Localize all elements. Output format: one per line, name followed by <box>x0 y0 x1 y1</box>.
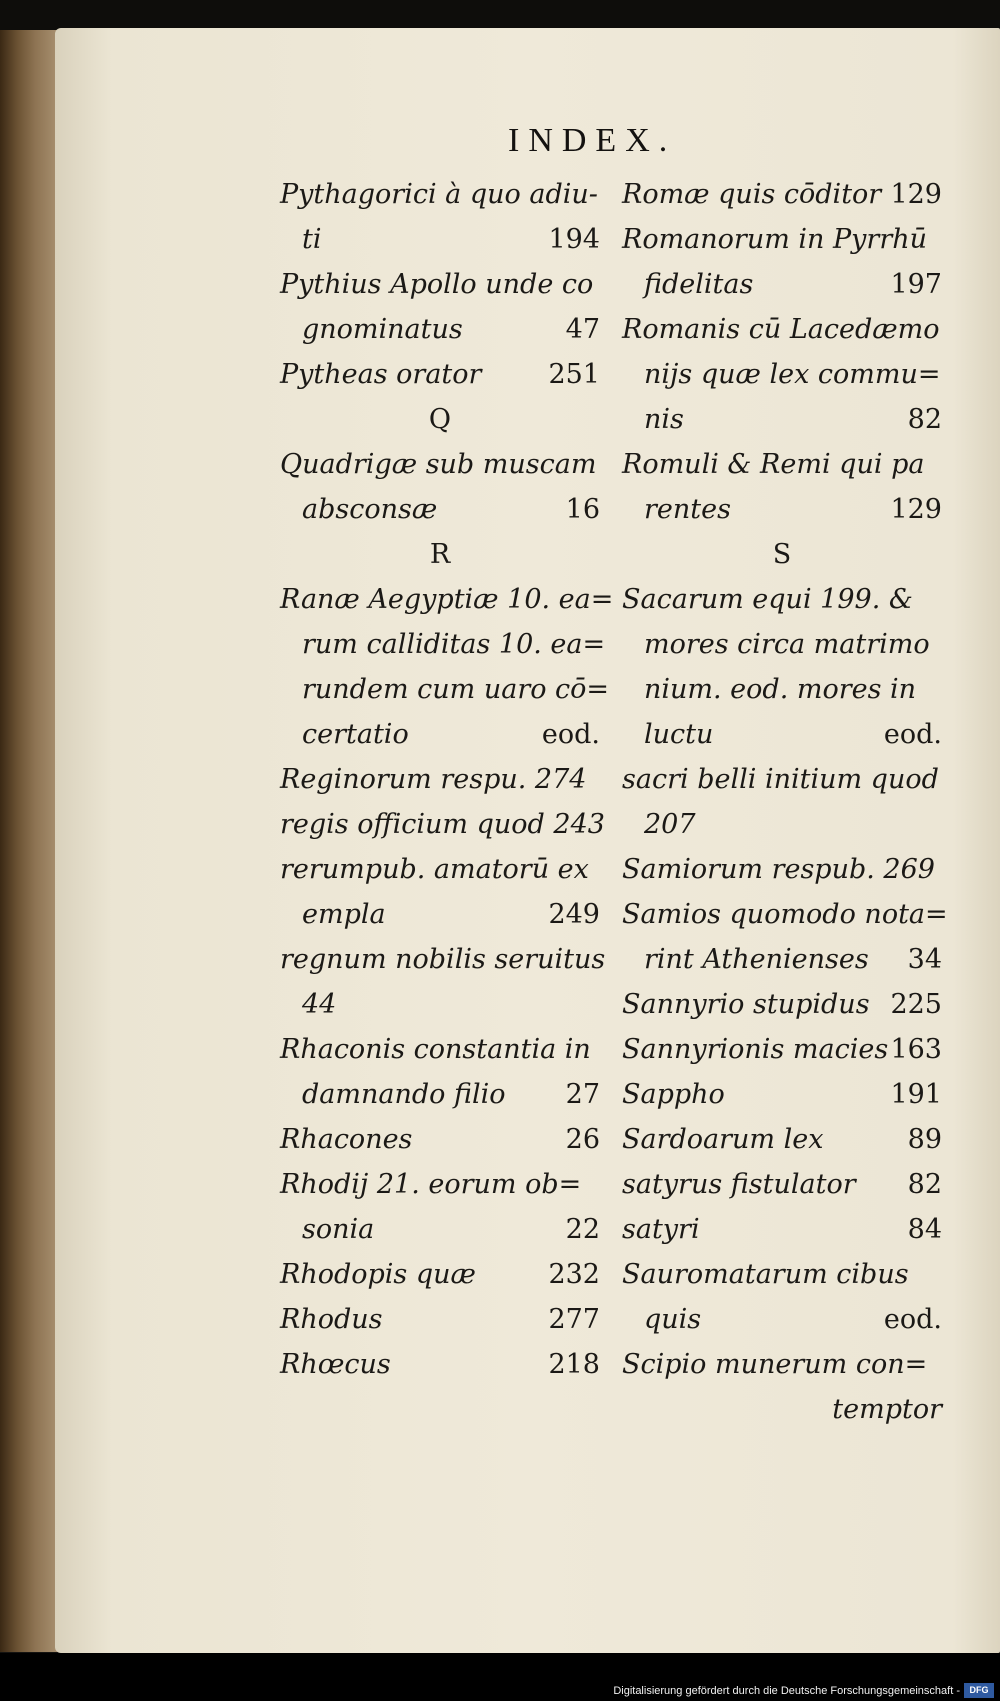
index-entry <box>280 577 614 622</box>
entry-text: S <box>772 539 792 570</box>
entry-text: Pythagorici à quo adiu- <box>280 179 598 210</box>
index-entry <box>622 172 942 217</box>
entry-text: Sannyrio stupidus <box>622 989 870 1020</box>
entry-text: 207 <box>644 809 696 840</box>
page-number: 163 <box>890 1034 942 1065</box>
index-entry <box>622 757 942 802</box>
index-entry <box>622 442 942 487</box>
entry-text: sacri belli initium quod <box>622 764 939 795</box>
entry-text: mores circa matrimo <box>644 629 930 660</box>
index-entry <box>280 1252 600 1297</box>
index-entry <box>280 847 600 892</box>
entry-text: rint Athenienses <box>644 944 869 975</box>
entry-text: Sardoarum lex <box>622 1124 824 1155</box>
entry-text: rentes <box>644 494 731 525</box>
page-number: 232 <box>548 1259 600 1290</box>
entry-text: Pytheas orator <box>280 359 482 390</box>
index-entry <box>280 262 600 307</box>
entry-text: quis <box>644 1304 702 1335</box>
index-entry <box>622 487 942 532</box>
entry-text: Sannyrionis macies <box>622 1034 889 1065</box>
entry-text: Sappho <box>622 1079 725 1110</box>
entry-text: Rhacones <box>280 1124 413 1155</box>
entry-text: luctu <box>644 719 714 750</box>
entry-text: fidelitas <box>644 269 754 300</box>
index-entry <box>280 487 600 532</box>
index-entry <box>622 577 942 622</box>
entry-text: Sauromatarum cibus <box>622 1259 909 1290</box>
entry-text: temptor <box>832 1394 942 1425</box>
page-number: 26 <box>565 1124 600 1155</box>
entry-text: ti <box>302 224 322 255</box>
index-entry <box>622 622 942 667</box>
entry-text: rum calliditas 10. ea= <box>302 629 606 660</box>
index-entry <box>622 847 942 892</box>
index-entry <box>280 1027 600 1072</box>
index-entry <box>280 442 600 487</box>
index-entry <box>622 1342 942 1387</box>
page-number: 277 <box>548 1304 600 1335</box>
index-entry <box>622 1252 942 1297</box>
index-entry <box>280 1297 600 1342</box>
entry-text: Ranæ Aegyptiæ 10. ea= <box>280 584 614 615</box>
page-number: 82 <box>907 1169 942 1200</box>
entry-text: Sacarum equi 199. & <box>622 584 913 615</box>
page-number: 22 <box>565 1214 600 1245</box>
index-entry <box>622 1072 942 1117</box>
index-entry <box>622 1207 942 1252</box>
entry-text: Rhodopis quæ <box>280 1259 476 1290</box>
entry-text: Rhodus <box>280 1304 383 1335</box>
entry-text: Rhaconis constantia in <box>280 1034 591 1065</box>
page-number: 34 <box>907 944 942 975</box>
entry-text: Romanorum in Pyrrhū <box>622 224 928 255</box>
index-column-right <box>622 172 948 1432</box>
entry-text: Romuli & Remi qui pa <box>622 449 925 480</box>
page-number: 16 <box>565 494 600 525</box>
index-entry <box>622 982 942 1027</box>
entry-text: nijs quæ lex commu= <box>644 359 941 390</box>
index-entry <box>622 1162 942 1207</box>
book-spine <box>0 30 58 1652</box>
entry-text: nium. eod. mores in <box>644 674 917 705</box>
page-number: 89 <box>907 1124 942 1155</box>
index-entry <box>280 172 600 217</box>
entry-text: Samios quomodo nota= <box>622 899 948 930</box>
entry-text: rerumpub. amatorū ex <box>280 854 589 885</box>
entry-text: Reginorum respu. 274 <box>280 764 587 795</box>
index-entry <box>622 937 942 982</box>
index-entry <box>280 892 600 937</box>
page-number: 129 <box>890 494 942 525</box>
index-entry <box>622 262 942 307</box>
dfg-logo: DFG <box>964 1683 994 1698</box>
index-entry <box>280 1117 600 1162</box>
index-entry <box>280 757 600 802</box>
index-entry <box>622 802 942 847</box>
index-entry <box>622 1117 942 1162</box>
entry-text: R <box>429 539 451 570</box>
page-number: 191 <box>890 1079 942 1110</box>
entry-text: damnando filio <box>302 1079 506 1110</box>
index-entry <box>622 1297 942 1342</box>
page-number: 194 <box>548 224 600 255</box>
page-number: 27 <box>565 1079 600 1110</box>
entry-text: satyrus fistulator <box>622 1169 856 1200</box>
index-entry <box>622 667 942 712</box>
entry-text: Pythius Apollo unde co <box>280 269 594 300</box>
page-number: 84 <box>907 1214 942 1245</box>
index-entry <box>622 217 942 262</box>
page-header: INDEX. <box>508 122 677 159</box>
top-dark-band <box>0 0 1000 30</box>
index-entry <box>280 712 600 757</box>
page-number: eod. <box>541 719 600 750</box>
index-entry <box>622 352 942 397</box>
digitization-credit: Digitalisierung gefördert durch die Deutsche Forschungsgemeinschaft - <box>613 1685 960 1697</box>
entry-text: regis officium quod 243 <box>280 809 605 840</box>
entry-text: absconsæ <box>302 494 438 525</box>
index-entry <box>280 1207 600 1252</box>
entry-text: Rhodij 21. eorum ob= <box>280 1169 582 1200</box>
entry-text: gnominatus <box>302 314 463 345</box>
entry-text: Q <box>428 404 452 435</box>
index-entry <box>280 307 600 352</box>
index-entry <box>280 1342 600 1387</box>
page-number: 197 <box>890 269 942 300</box>
index-entry <box>280 802 605 847</box>
page-number: 47 <box>565 314 600 345</box>
entry-text: certatio <box>302 719 409 750</box>
index-column-left <box>280 172 614 1387</box>
index-letter-heading <box>280 532 600 577</box>
index-entry <box>280 667 610 712</box>
index-entry <box>280 982 600 1027</box>
entry-text: Romæ quis cōditor <box>622 179 882 210</box>
entry-text: regnum nobilis seruitus <box>280 944 606 975</box>
index-entry <box>622 1387 942 1432</box>
page-number: 218 <box>548 1349 600 1380</box>
entry-text: rundem cum uaro cō= <box>302 674 610 705</box>
page-number: 82 <box>907 404 942 435</box>
page-number: eod. <box>883 719 942 750</box>
index-entry <box>622 307 942 352</box>
entry-text: Rhœcus <box>280 1349 391 1380</box>
entry-text: Scipio munerum con= <box>622 1349 928 1380</box>
entry-text: 44 <box>302 989 337 1020</box>
entry-text: nis <box>644 404 684 435</box>
entry-text: Quadrigæ sub muscam <box>280 449 597 480</box>
entry-text: Romanis cū Lacedæmo <box>622 314 940 345</box>
index-entry <box>622 1027 942 1072</box>
index-entry <box>280 217 600 262</box>
entry-text: satyri <box>622 1214 700 1245</box>
index-letter-heading <box>280 397 600 442</box>
index-entry <box>280 937 606 982</box>
index-entry <box>280 352 600 397</box>
index-entry <box>280 1072 600 1117</box>
index-entry <box>622 397 942 442</box>
index-entry <box>280 1162 600 1207</box>
entry-text: sonia <box>302 1214 375 1245</box>
page-number: eod. <box>883 1304 942 1335</box>
page-number: 251 <box>548 359 600 390</box>
entry-text: Samiorum respub. 269 <box>622 854 935 885</box>
index-letter-heading <box>622 532 942 577</box>
index-entry <box>280 622 606 667</box>
page-number: 249 <box>548 899 600 930</box>
entry-text: empla <box>302 899 386 930</box>
page-number: 129 <box>890 179 942 210</box>
index-entry <box>622 892 948 937</box>
index-entry <box>622 712 942 757</box>
page-number: 225 <box>890 989 942 1020</box>
